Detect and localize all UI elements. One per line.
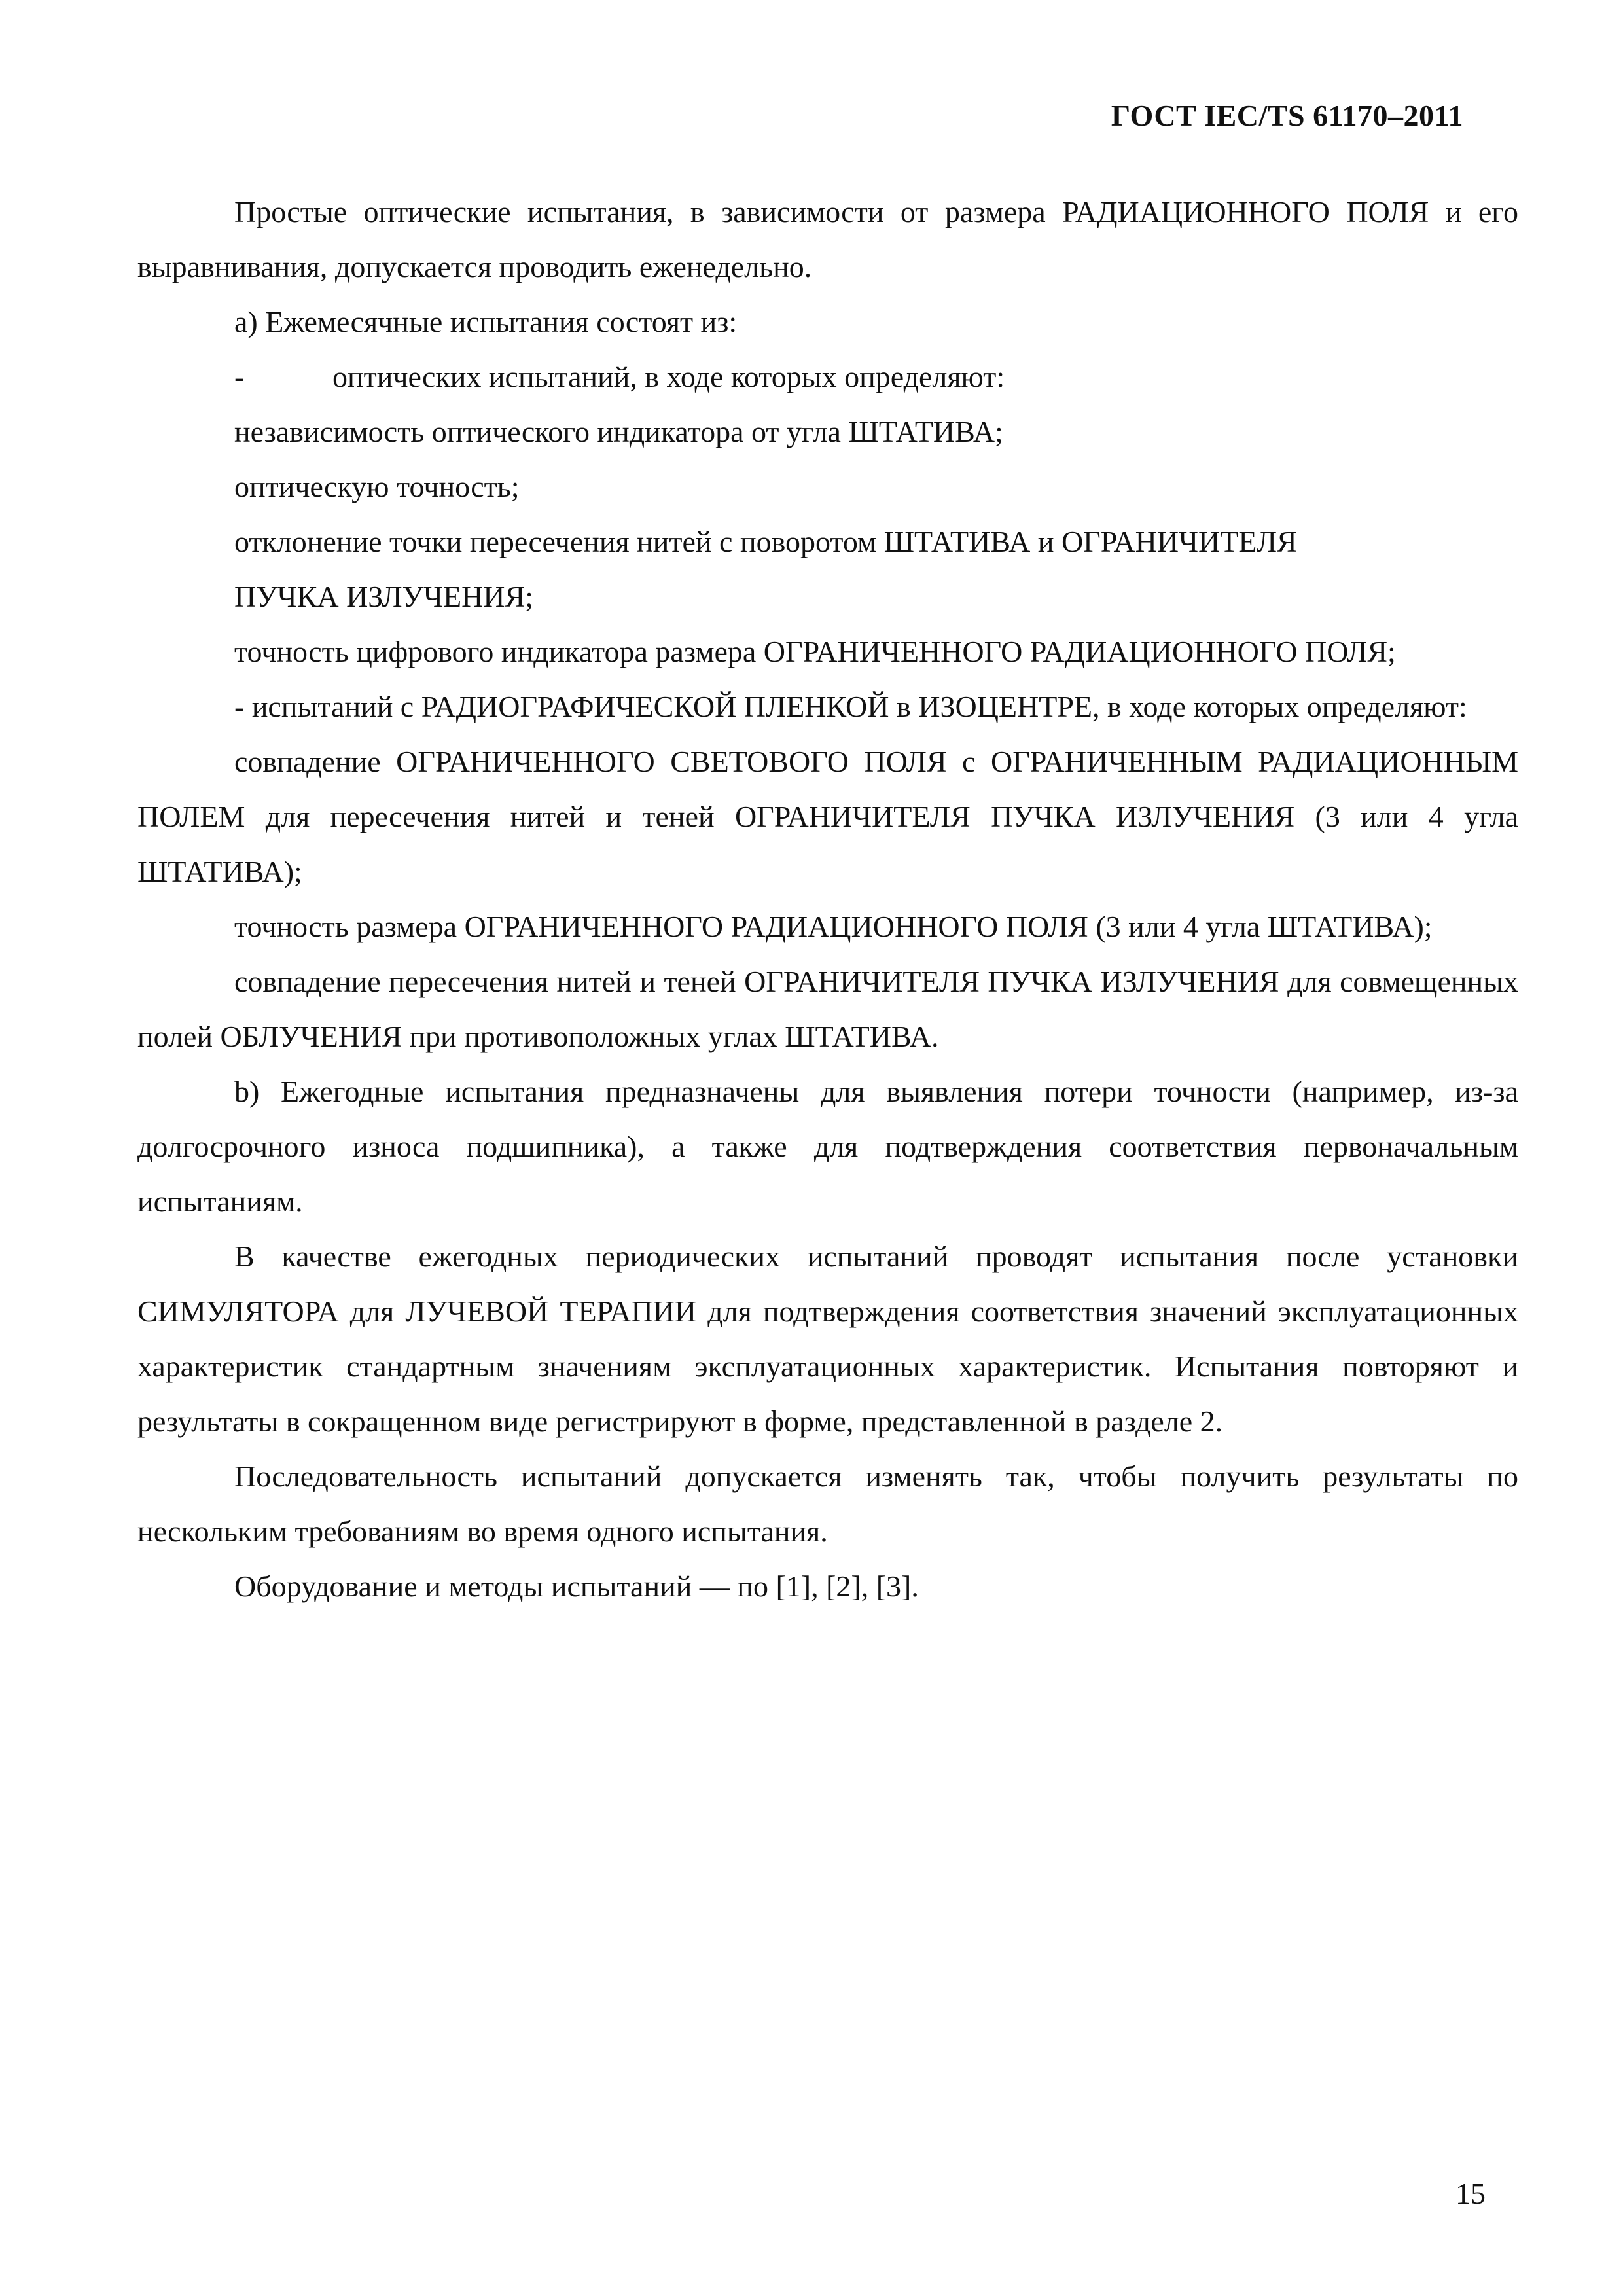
paragraph-crosshair-deviation-line2: ПУЧКА ИЗЛУЧЕНИЯ; (234, 580, 533, 613)
paragraph-test-sequence: Последовательность испытаний допускается изменять так, чтобы получить результаты по нескольким требованиям во время одного испытания. (137, 1460, 1518, 1548)
paragraph-light-radiation-field-coincidence: совпадение ОГРАНИЧЕННОГО СВЕТОВОГО ПОЛЯ с ОГРАНИЧЕННЫМ РАДИАЦИОННЫМ ПОЛЕМ для пересечения нитей и теней ОГРАНИЧИТЕЛЯ ПУЧКА ИЗЛУЧЕНИЯ (3 или 4 угла ШТАТИВА); (137, 745, 1518, 888)
list-item-text: оптических испытаний, в ходе которых определяют: (332, 360, 1005, 393)
paragraph-field-size-accuracy: точность размера ОГРАНИЧЕННОГО РАДИАЦИОННОГО ПОЛЯ (3 или 4 угла ШТАТИВА); (234, 910, 1433, 943)
paragraph-crosshair-coincidence: совпадение пересечения нитей и теней ОГРАНИЧИТЕЛЯ ПУЧКА ИЗЛУЧЕНИЯ для совмещенных полей ОБЛУЧЕНИЯ при противоположных углах ШТАТИВА. (137, 965, 1518, 1053)
paragraph-radiographic-film-tests: - испытаний с РАДИОГРАФИЧЕСКОЙ ПЛЕНКОЙ в ИЗОЦЕНТРЕ, в ходе которых определяют: (234, 690, 1467, 723)
paragraph-optical-accuracy: оптическую точность; (234, 470, 520, 503)
list-item-optical-tests (137, 350, 1518, 404)
page-number: 15 (1455, 2177, 1486, 2210)
paragraph-indicator-independence: независимость оптического индикатора от угла ШТАТИВА; (234, 415, 1003, 448)
standard-code-header: ГОСТ IEC/TS 61170–2011 (1111, 99, 1463, 132)
paragraph-equipment-methods: Оборудование и методы испытаний — по [1], [2], [3]. (234, 1570, 919, 1603)
list-dash: - (234, 360, 245, 393)
paragraph-monthly-tests-intro: а) Ежемесячные испытания состоят из: (234, 305, 738, 338)
paragraph-crosshair-deviation-line1: отклонение точки пересечения нитей с поворотом ШТАТИВА и ОГРАНИЧИТЕЛЯ (234, 525, 1297, 558)
document-body (137, 185, 1518, 1614)
paragraph-annual-tests: b) Ежегодные испытания предназначены для выявления потери точности (например, из-за долгосрочного износа подшипника), а также для подтверждения соответствия первоначальным испытаниям. (137, 1075, 1518, 1218)
paragraph-periodic-annual-tests: В качестве ежегодных периодических испытаний проводят испытания после установки СИМУЛЯТОРА для ЛУЧЕВОЙ ТЕРАПИИ для подтверждения соответствия значений эксплуатационных характеристик стандартным значениям эксплуатационных характеристик. Испытания повторяют и результаты в сокращенном виде регистрируют в форме, представленной в разделе 2. (137, 1240, 1518, 1438)
paragraph-optical-tests-weekly: Простые оптические испытания, в зависимости от размера РАДИАЦИОННОГО ПОЛЯ и его выравнивания, допускается проводить еженедельно. (137, 195, 1518, 283)
paragraph-digital-indicator-accuracy: точность цифрового индикатора размера ОГРАНИЧЕННОГО РАДИАЦИОННОГО ПОЛЯ; (234, 635, 1396, 668)
